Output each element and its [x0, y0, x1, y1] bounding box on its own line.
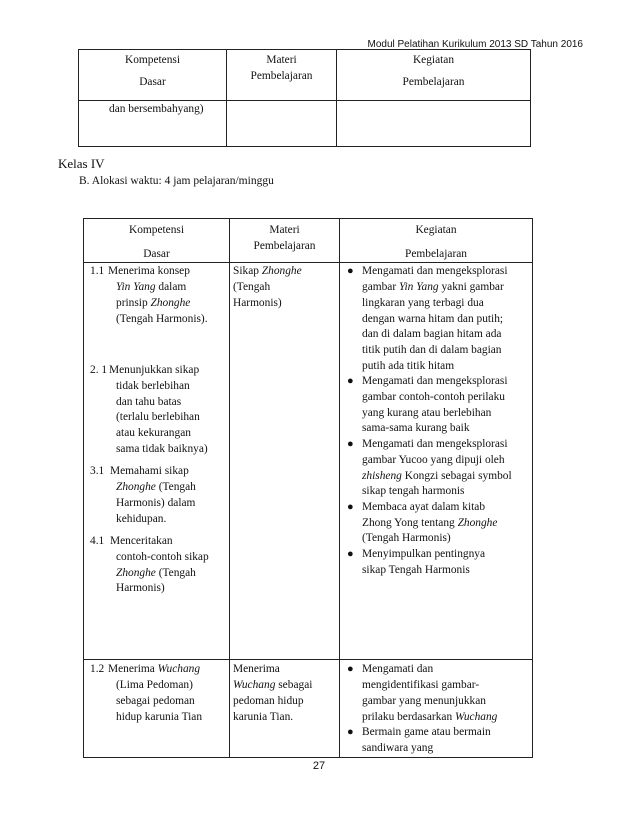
item-text-italic: zhisheng: [362, 469, 402, 482]
kegiatan-cell: [340, 660, 533, 757]
bullet-icon: ●: [347, 438, 354, 451]
header-materi: [230, 219, 340, 263]
competency-table-continued: [78, 49, 531, 147]
item-text: Mengamati dan: [362, 663, 434, 676]
kd-text: dalam: [155, 281, 187, 294]
kegiatan-list: [340, 662, 532, 756]
header-text: Kegiatan: [412, 54, 455, 66]
item-text: Mengamati dan mengeksplorasi: [362, 438, 508, 451]
header-text: Materi: [269, 224, 300, 236]
header-text: Pembelajaran: [402, 75, 465, 88]
kd-text: atau kekurangan: [116, 427, 191, 440]
item-text: (Tengah Harmonis): [362, 532, 451, 545]
item-text: titik putih dan di dalam bagian: [362, 343, 502, 356]
item-text: Membaca ayat dalam kitab: [362, 500, 486, 513]
list-item: [340, 264, 532, 374]
item-text: yakni gambar: [438, 281, 504, 294]
bullet-icon: ●: [347, 375, 354, 388]
kd-3-1: [84, 464, 229, 527]
header-text: Kegiatan: [415, 224, 457, 236]
bullet-icon: ●: [347, 663, 354, 676]
header-text: Pembelajaran: [253, 239, 316, 252]
item-text: mengidentifikasi gambar-: [362, 679, 480, 692]
materi-text: Harmonis): [233, 296, 282, 309]
kegiatan-list: [340, 264, 532, 578]
item-text: yang kurang atau berlebihan: [362, 406, 492, 419]
materi-text-italic: Zhonghe: [261, 265, 302, 278]
kd-text: contoh-contoh sikap: [116, 550, 209, 563]
kd-text: Harmonis) dalam: [116, 496, 196, 509]
header-text: Dasar: [139, 75, 166, 88]
item-text: prilaku berdasarkan: [362, 710, 455, 723]
header-text: Kompetensi: [124, 54, 181, 66]
kd-text: Menunjukkan sikap: [109, 364, 200, 377]
header-text: Kompetensi: [128, 224, 185, 236]
kd-text: (Lima Pedoman): [116, 679, 193, 692]
list-item: [340, 725, 532, 756]
item-text: Bermain game atau bermain: [362, 726, 491, 739]
item-text: lingkaran yang terbagi dua: [362, 296, 484, 309]
item-text: putih ada titik hitam: [362, 359, 455, 372]
kd-4-1: [84, 534, 229, 597]
table-cell: [227, 101, 337, 147]
item-text-italic: Wuchang: [454, 710, 498, 723]
item-text: Zhong Yong tentang: [362, 516, 458, 529]
kd-text-italic: Zhonghe: [116, 566, 156, 579]
list-item: [340, 437, 532, 500]
kd-text: hidup karunia Tian: [116, 710, 203, 723]
materi-text: (Tengah: [233, 281, 271, 294]
item-text: gambar contoh-contoh perilaku: [362, 391, 505, 404]
competency-table: [83, 218, 533, 758]
kd-number: 1.1: [90, 265, 105, 278]
list-item: [340, 374, 532, 437]
table-cell: [337, 101, 531, 147]
materi-text: karunia Tian.: [233, 710, 294, 723]
section-title: Kelas IV: [58, 156, 105, 171]
kd-text: tidak berlebihan: [116, 379, 190, 392]
kd-text: sebagai pedoman: [116, 694, 195, 707]
kd-1-2: [84, 662, 229, 725]
bullet-icon: ●: [347, 500, 354, 513]
materi-text: Menerima: [233, 663, 280, 676]
kd-number: 3.1: [90, 465, 105, 478]
item-text: dan di dalam bagian hitam ada: [362, 328, 502, 341]
kd-text: prinsip: [116, 296, 151, 309]
kd-text: Menerima konsep: [108, 265, 190, 278]
item-text: Menyimpulkan pentingnya: [362, 548, 486, 561]
list-item: [340, 500, 532, 547]
bullet-icon: ●: [347, 265, 354, 278]
kompetensi-dasar-cell: [84, 660, 230, 757]
kd-2-1: [84, 363, 229, 457]
kd-text: sama tidak baiknya): [116, 442, 208, 455]
kd-number: 4.1: [90, 535, 105, 548]
kd-text: Menerima: [108, 663, 158, 676]
header-materi: [227, 50, 337, 101]
header-kegiatan: [337, 50, 531, 101]
kd-text: Menceritakan: [110, 535, 173, 548]
item-text: Mengamati dan mengeksplorasi: [362, 265, 508, 278]
item-text: gambar Yucoo yang dipuji oleh: [362, 453, 505, 466]
materi-cell: [230, 660, 340, 757]
kd-text: Memahami sikap: [110, 465, 189, 478]
allocation-text: B. Alokasi waktu: 4 jam pelajaran/minggu: [79, 175, 274, 187]
bullet-icon: ●: [347, 548, 354, 561]
materi-text: Sikap: [233, 265, 262, 278]
materi-text: sebagai: [275, 679, 313, 692]
kompetensi-dasar-cell: [84, 263, 230, 660]
page-number: 27: [312, 760, 326, 772]
item-text: sama-sama kurang baik: [362, 422, 470, 435]
kd-number: 1.2: [90, 663, 105, 676]
header-text: Dasar: [143, 247, 170, 260]
list-item: [340, 547, 532, 578]
bullet-icon: ●: [347, 726, 354, 739]
item-text: dengan warna hitam dan putih;: [362, 312, 504, 325]
item-text: sikap Tengah Harmonis: [362, 563, 470, 576]
kd-text-italic: Yin Yang: [116, 281, 156, 294]
materi-text-italic: Wuchang: [233, 679, 276, 692]
item-text: gambar yang menunjukkan: [362, 694, 486, 707]
header-kompetensi-dasar: [79, 50, 227, 101]
running-header: Modul Pelatihan Kurikulum 2013 SD Tahun 2016: [367, 39, 583, 50]
item-text: gambar: [362, 281, 400, 294]
kd-text: dan tahu batas: [116, 395, 182, 408]
header-text: Pembelajaran: [405, 247, 467, 260]
item-text-italic: Zhonghe: [457, 516, 498, 529]
item-text: Kongzi sebagai symbol: [401, 469, 512, 482]
kd-text: (Tengah: [155, 481, 196, 494]
header-kompetensi-dasar: [84, 219, 230, 263]
header-kegiatan: [340, 219, 533, 263]
table-cell: [79, 101, 227, 147]
list-item: [340, 662, 532, 725]
cell-text: dan bersembahyang): [109, 103, 204, 115]
item-text: sandiwara yang: [362, 741, 434, 754]
kd-text: kehidupan.: [116, 512, 167, 525]
materi-text: pedoman hidup: [233, 694, 304, 707]
item-text: Mengamati dan mengeksplorasi: [362, 375, 508, 388]
kd-text: Harmonis): [116, 582, 165, 595]
kd-1-1: [84, 264, 229, 327]
header-text: Pembelajaran: [250, 69, 313, 82]
kd-text-italic: Zhonghe: [150, 296, 191, 309]
kd-number: 2. 1: [90, 364, 108, 377]
kd-text: (Tengah: [155, 566, 196, 579]
kd-text-italic: Wuchang: [157, 663, 201, 676]
item-text: sikap tengah harmonis: [362, 485, 465, 498]
header-text: Materi: [266, 54, 297, 66]
item-text-italic: Yin Yang: [399, 281, 439, 294]
materi-cell: [230, 263, 340, 660]
kd-text: (Tengah Harmonis).: [116, 312, 208, 325]
kd-text-italic: Zhonghe: [116, 481, 156, 494]
kd-text: (terlalu berlebihan: [116, 411, 200, 424]
kegiatan-cell: [340, 263, 533, 660]
